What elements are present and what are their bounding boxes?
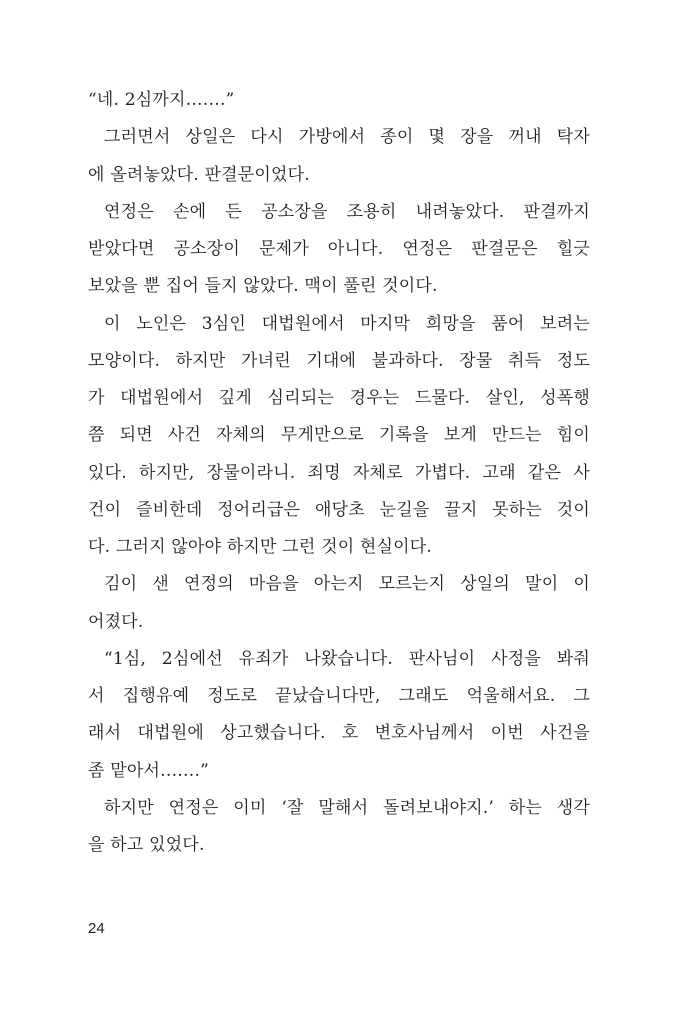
text-line: 그러면서 상일은 다시 가방에서 종이 몇 장을 꺼내 탁자 xyxy=(104,127,590,148)
text-line: 받았다면 공소장이 문제가 아니다. 연정은 판결문은 힐긋 xyxy=(88,239,590,259)
text-line: 좀 맡아서…….” xyxy=(88,760,209,781)
text-line: “네. 2심까지…….” xyxy=(88,90,235,110)
text-line: 보았을 뿐 집어 들지 않았다. 맥이 풀린 것이다. xyxy=(88,276,438,297)
text-line: 쯤 되면 사건 자체의 무게만으로 기록을 보게 만드는 힘이 xyxy=(88,425,590,446)
text-line: 이 노인은 3심인 대법원에서 마지막 희망을 품어 보려는 xyxy=(104,313,590,334)
text-line: 하지만 연정은 이미 ‘잘 말해서 돌려보내야지.’ 하는 생각 xyxy=(104,797,590,818)
page-number: 24 xyxy=(88,920,105,937)
text-line: 가 대법원에서 깊게 심리되는 경우는 드물다. 살인, 성폭행 xyxy=(88,388,590,408)
text-line: 다. 그러지 않아야 하지만 그런 것이 현실이다. xyxy=(88,537,433,557)
text-line: 건이 즐비한데 정어리급은 애당초 눈길을 끌지 못하는 것이 xyxy=(88,499,590,520)
text-line: 연정은 손에 든 공소장을 조용히 내려놓았다. 판결까지 xyxy=(104,201,590,222)
text-line: 김이 샌 연정의 마음을 아는지 모르는지 상일의 말이 이 xyxy=(104,574,590,595)
text-line: “1심, 2심에선 유죄가 나왔습니다. 판사님이 사정을 봐줘 xyxy=(104,648,590,669)
text-line: 에 올려놓았다. 판결문이었다. xyxy=(88,164,310,185)
text-line: 래서 대법원에 상고했습니다. 호 변호사님께서 이번 사건을 xyxy=(88,723,590,744)
text-line: 모양이다. 하지만 가녀린 기대에 불과하다. 장물 취득 정도 xyxy=(88,350,590,371)
body-text xyxy=(88,82,590,864)
text-line: 어졌다. xyxy=(88,611,144,632)
text-line: 있다. 하지만, 장물이라니. 죄명 자체로 가볍다. 고래 같은 사 xyxy=(88,462,590,483)
text-line: 을 하고 있었다. xyxy=(88,835,205,855)
text-line: 서 집행유예 정도로 끝났습니다만, 그래도 억울해서요. 그 xyxy=(88,686,590,706)
